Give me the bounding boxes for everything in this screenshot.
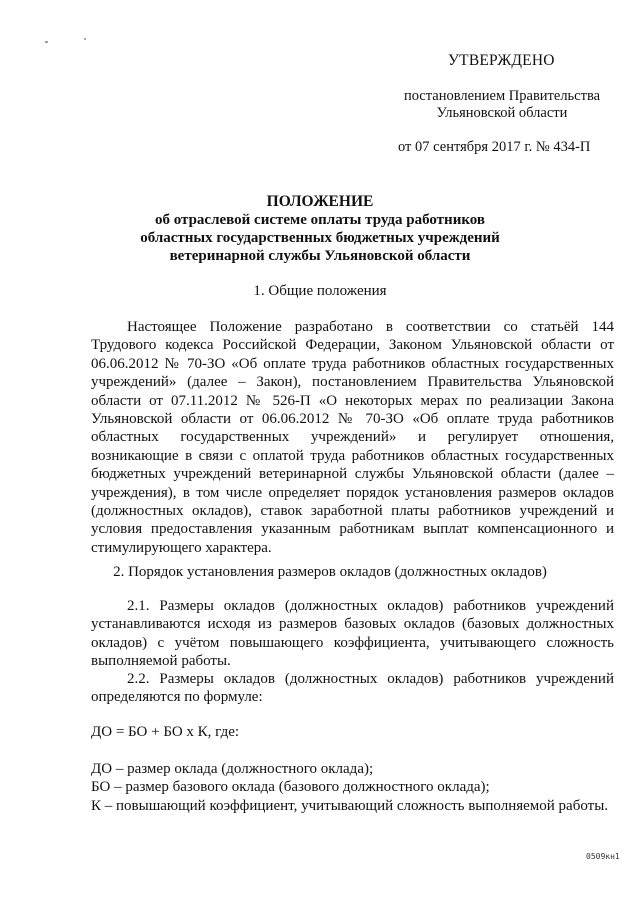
section-1-paragraph: Настоящее Положение разработано в соответствии со статьёй 144 Трудового кодекса Российской Федерации, Законом Ульяновской области от 06.06.2012 № 70-ЗО «Об оплате труда работников областных государственных учреждений» (далее – Закон), постановлением Правительства Ульяновской области от 07.11.2012 № 526-П «О некоторых мерах по реализации Закона Ульяновской области от 06.06.2012 № 70-ЗО «Об оплате труда работников областных государственных учреждений» и регулирует отношения, возникающие в связи с оплатой труда работников областных государственных бюджетных учреждений ветеринарной службы Ульяновской области (далее – учреждения), в том числе определяет порядок установления размеров окладов (должностных окладов), ставок заработной платы работников учреждений и условия предоставления указанным работникам выплат компенсационного и стимулирующего характера. (91, 319, 614, 556)
scan-speck (45, 41, 48, 43)
approval-stamp-title: УТВЕРЖДЕНО (448, 52, 555, 69)
clause-2-2: 2.2. Размеры окладов (должностных окладов) работников учреждений определяются по формуле: (91, 671, 614, 706)
title-line-1: ПОЛОЖЕНИЕ (266, 193, 374, 210)
section-heading-1: 1. Общие положения (253, 283, 387, 299)
title-line-3: областных государственных бюджетных учреждений (140, 230, 500, 246)
clause-2-1: 2.1. Размеры окладов (должностных окладов) работников учреждений устанавливаются исходя из размеров базовых окладов (базовых должностных окладов) с учётом повышающего коэффициента, учитывающего сложность выполняемой работы. (91, 598, 614, 670)
salary-formula: ДО = БО + БО х К, где: (91, 724, 240, 740)
approval-authority (398, 88, 606, 122)
title-line-4: ветеринарной службы Ульяновской области (169, 248, 471, 264)
approval-date: от 07 сентября 2017 г. № 434-П (398, 139, 591, 155)
formula-definition-k: К – повышающий коэффициент, учитывающий сложность выполняемой работы. (91, 798, 609, 814)
scan-speck (84, 38, 86, 40)
approval-line-2: Ульяновской области (436, 105, 568, 121)
formula-definition-do: ДО – размер оклада (должностного оклада); (91, 761, 374, 777)
title-line-2: об отраслевой системе оплаты труда работников (154, 212, 486, 228)
document-code-stamp: 0509кн1 (586, 852, 620, 861)
formula-definition-bo: БО – размер базового оклада (базового должностного оклада); (91, 779, 490, 795)
approval-line-1: постановлением Правительства (403, 88, 601, 104)
section-heading-2: 2. Порядок установления размеров окладов (должностных окладов) (113, 564, 547, 580)
document-title (110, 193, 530, 265)
